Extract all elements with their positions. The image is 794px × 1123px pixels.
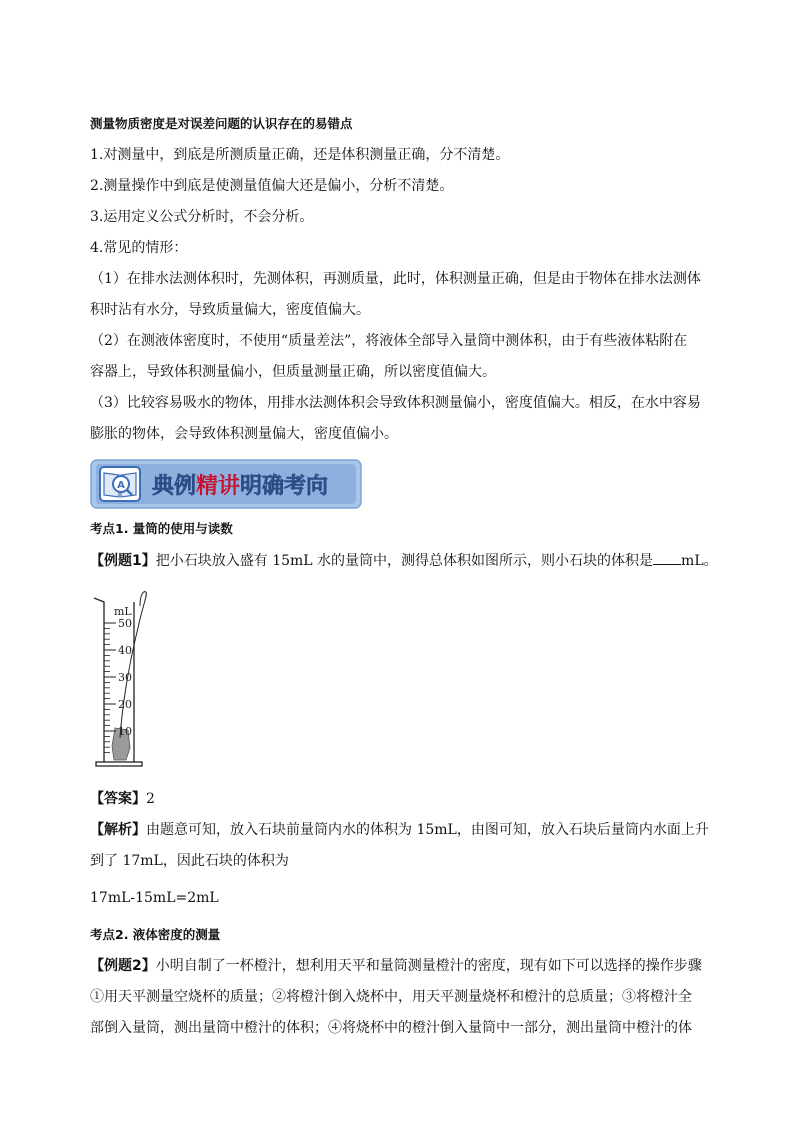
- tick-label-20: 20: [118, 698, 132, 711]
- tick-label-10: 10: [118, 725, 132, 738]
- example-2-text-1: 小明自制了一杯橙汁，想利用天平和量筒测量橙汁的密度，现有如下可以选择的操作步骤: [155, 958, 702, 974]
- svg-text:A: A: [117, 480, 125, 491]
- answer-blank: [653, 550, 681, 565]
- answer-tag: 【答案】: [90, 791, 146, 807]
- example-2-line-2: ①用天平测量空烧杯的质量；②将橙汁倒入烧杯中，用天平测量烧杯和橙汁的总质量；③将橙汁全: [90, 989, 692, 1005]
- case-3-line-1: （3）比较容易吸水的物体，用排水法测体积会导致体积测量偏小，密度值偏大。相反，在水中容易: [90, 395, 701, 411]
- unit-label: mL: [114, 605, 132, 618]
- point-4: 4.常见的情形：: [90, 240, 188, 256]
- analysis-formula: 17mL-15mL=2mL: [90, 890, 219, 906]
- case-3-line-2: 膨胀的物体，会导致体积测量偏大，密度值偏小。: [90, 426, 398, 442]
- section-banner: [90, 459, 362, 509]
- example-1-text: 把小石块放入盛有 15mL 水的量筒中，测得总体积如图所示，则小石块的体积是: [155, 553, 654, 569]
- kp1-title: 考点1. 量筒的使用与读数: [90, 521, 233, 536]
- example-1-tag: 【例题1】: [90, 553, 156, 569]
- tick-label-30: 30: [118, 671, 132, 684]
- case-1-line-2: 积时沾有水分，导致质量偏大，密度值偏大。: [90, 302, 370, 318]
- analysis-text-1: 由题意可知，放入石块前量筒内水的体积为 15mL，由图可知，放入石块后量筒内水面上升: [146, 822, 709, 838]
- analysis-tag: 【解析】: [90, 822, 146, 838]
- banner-text-1: 典例: [152, 474, 197, 499]
- analysis-line-2: 到了 17mL，因此石块的体积为: [90, 853, 289, 869]
- graduated-cylinder-figure: [90, 588, 154, 776]
- example-1: [90, 550, 718, 571]
- case-2-line-1: （2）在测液体密度时，不使用“质量差法”，将液体全部导入量筒中测体积，由于有些液体粘附在: [90, 333, 688, 349]
- point-2: 2.测量操作中到底是使测量值偏大还是偏小，分析不清楚。: [90, 178, 454, 194]
- analysis-line-1: [90, 820, 709, 840]
- case-1-line-1: （1）在排水法测体积时，先测体积，再测质量，此时，体积测量正确，但是由于物体在排水法测体: [90, 271, 701, 287]
- answer-line: [90, 789, 155, 809]
- tick-label-40: 40: [118, 644, 132, 657]
- answer-value: 2: [146, 791, 155, 807]
- point-3: 3.运用定义公式分析时，不会分析。: [90, 209, 314, 225]
- banner-text-accent: 精讲: [196, 474, 241, 499]
- kp2-title: 考点2. 液体密度的测量: [90, 927, 221, 942]
- tick-label-50: 50: [118, 617, 132, 630]
- example-2-tag: 【例题2】: [90, 958, 156, 974]
- example-2-line-1: [90, 956, 702, 976]
- svg-text:典例精讲明确考向: [152, 473, 328, 499]
- point-1: 1.对测量中，到底是所测质量正确，还是体积测量正确，分不清楚。: [90, 147, 510, 163]
- case-2-line-2: 容器上，导致体积测量偏小，但质量测量正确，所以密度值偏大。: [90, 364, 496, 380]
- example-1-unit: mL。: [681, 553, 718, 569]
- banner-text-2: 明确考向: [240, 474, 329, 499]
- book-magnifier-icon: [100, 467, 140, 501]
- section-heading: 测量物质密度是对误差问题的认识存在的易错点: [90, 116, 353, 131]
- example-2-line-3: 部倒入量筒，测出量筒中橙汁的体积；④将烧杯中的橙汁倒入量筒中一部分，测出量筒中橙汁的体: [90, 1020, 692, 1036]
